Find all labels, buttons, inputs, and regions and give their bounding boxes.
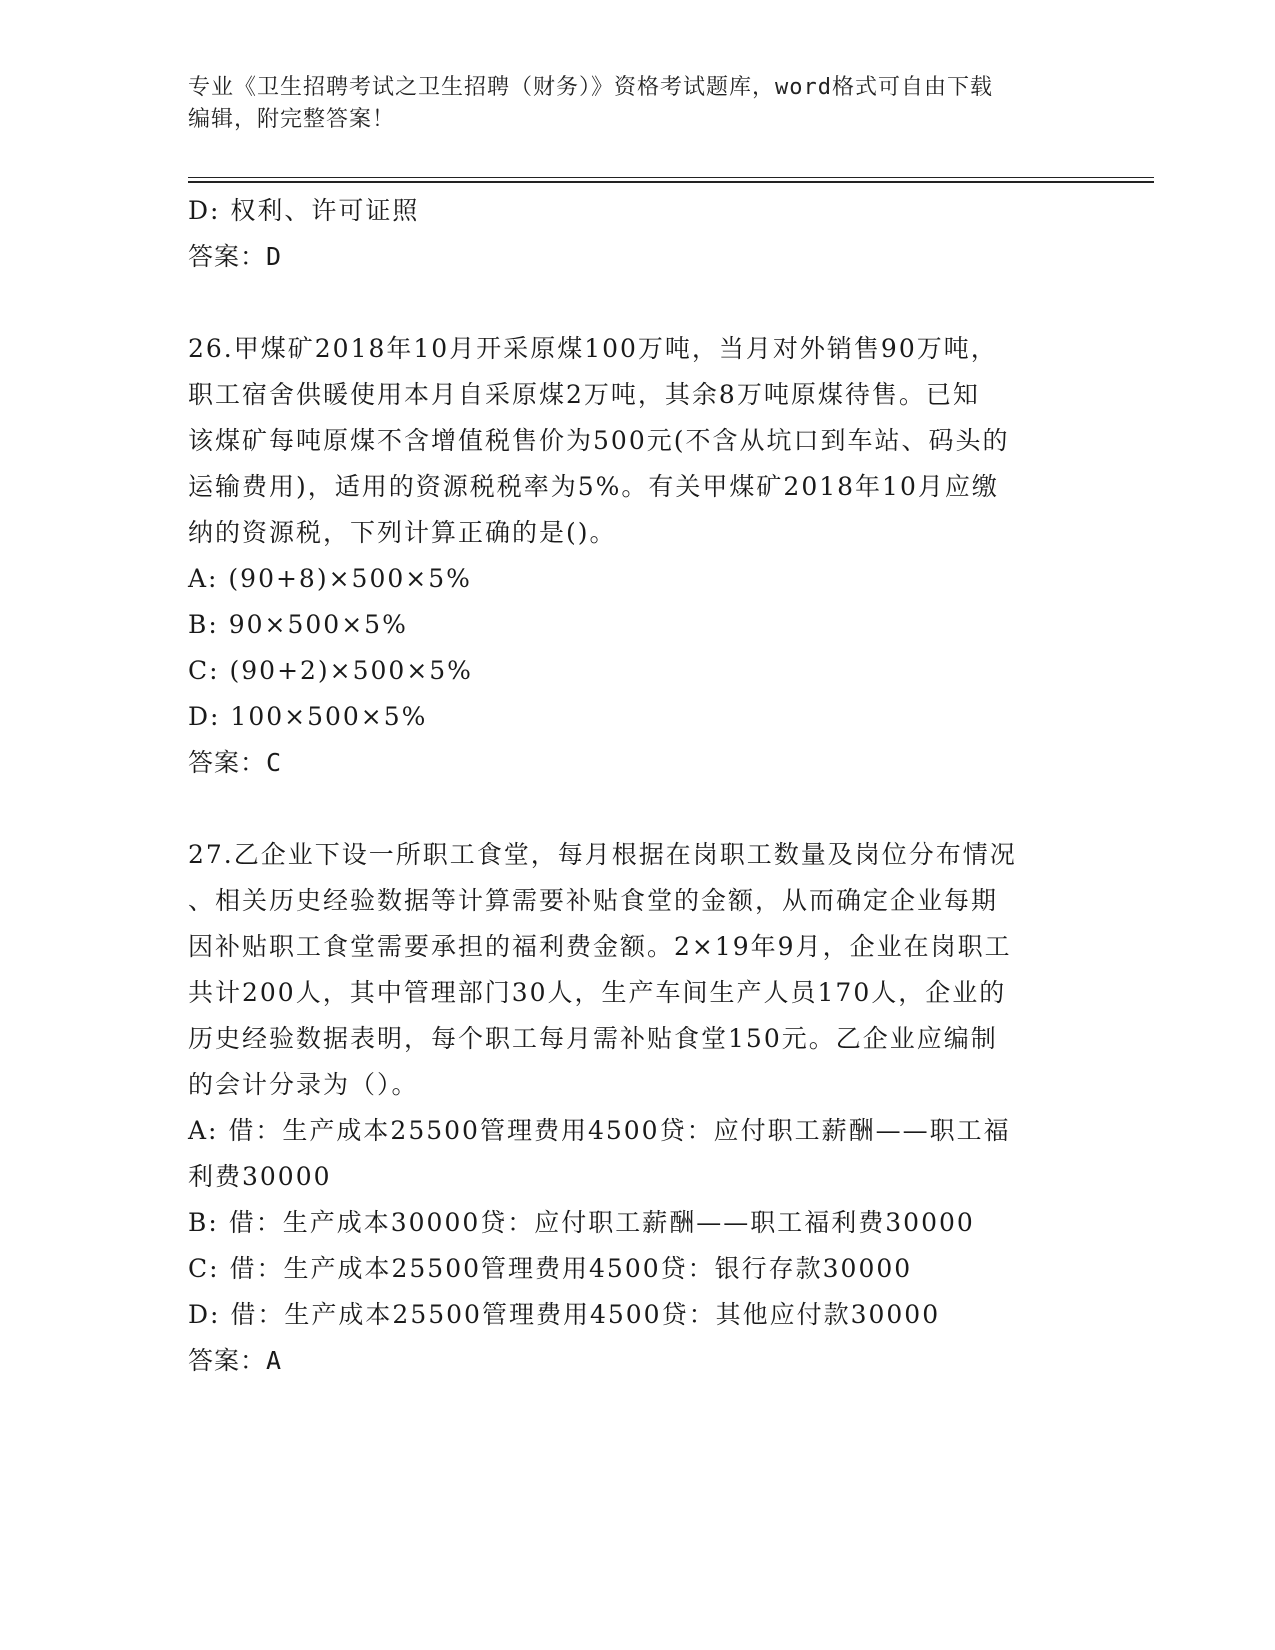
page-header xyxy=(188,72,1088,136)
question-26 xyxy=(188,326,1088,786)
question-27 xyxy=(188,832,1088,1384)
question-content xyxy=(188,188,1088,1384)
option-d: D: 借：生产成本25500管理费用4500贷：其他应付款30000 xyxy=(188,1300,941,1329)
question-text-line: 纳的资源税，下列计算正确的是()。 xyxy=(188,518,617,547)
spacer xyxy=(188,786,1088,832)
question-text-line: 共计200人，其中管理部门30人，生产车间生产人员170人，企业的 xyxy=(188,978,1007,1007)
option-c: C: 借：生产成本25500管理费用4500贷：银行存款30000 xyxy=(188,1254,913,1283)
question-text-line: 、相关历史经验数据等计算需要补贴食堂的金额，从而确定企业每期 xyxy=(188,886,999,915)
question-text-line: 运输费用)，适用的资源税税率为5%。有关甲煤矿2018年10月应缴 xyxy=(188,472,999,501)
answer: 答案：C xyxy=(188,748,283,777)
question-text-line: 该煤矿每吨原煤不含增值税售价为500元(不含从坑口到车站、码头的 xyxy=(188,426,1010,455)
header-line-1: 专业《卫生招聘考试之卫生招聘（财务）》资格考试题库，word格式可自由下载 xyxy=(188,75,993,100)
header-line-2: 编辑，附完整答案！ xyxy=(188,107,396,132)
option-a: A: 借：生产成本25500管理费用4500贷：应付职工薪酬——职工福 xyxy=(188,1116,1011,1145)
option-a-continued: 利费30000 xyxy=(188,1162,332,1191)
option-d: D: 100×500×5% xyxy=(188,702,428,731)
header-divider-thick xyxy=(188,181,1154,183)
question-text-line: 27.乙企业下设一所职工食堂，每月根据在岗职工数量及岗位分布情况 xyxy=(188,840,1017,869)
spacer xyxy=(188,280,1088,326)
question-text-line: 26.甲煤矿2018年10月开采原煤100万吨，当月对外销售90万吨， xyxy=(188,334,998,363)
answer: 答案：A xyxy=(188,1346,283,1375)
header-divider-thin xyxy=(188,177,1154,178)
question-text-line: 职工宿舍供暖使用本月自采原煤2万吨，其余8万吨原煤待售。已知 xyxy=(188,380,980,409)
option-b: B: 借：生产成本30000贷：应付职工薪酬——职工福利费30000 xyxy=(188,1208,975,1237)
prev-option-d: D: 权利、许可证照 xyxy=(188,196,420,225)
question-text-line: 历史经验数据表明，每个职工每月需补贴食堂150元。乙企业应编制 xyxy=(188,1024,998,1053)
option-b: B: 90×500×5% xyxy=(188,610,408,639)
question-text-line: 因补贴职工食堂需要承担的福利费金额。2×19年9月，企业在岗职工 xyxy=(188,932,1012,961)
question-text-line: 的会计分录为（）。 xyxy=(188,1070,419,1099)
option-c: C: (90+2)×500×5% xyxy=(188,656,473,685)
option-a: A: (90+8)×500×5% xyxy=(188,564,472,593)
prev-answer: 答案：D xyxy=(188,242,283,271)
